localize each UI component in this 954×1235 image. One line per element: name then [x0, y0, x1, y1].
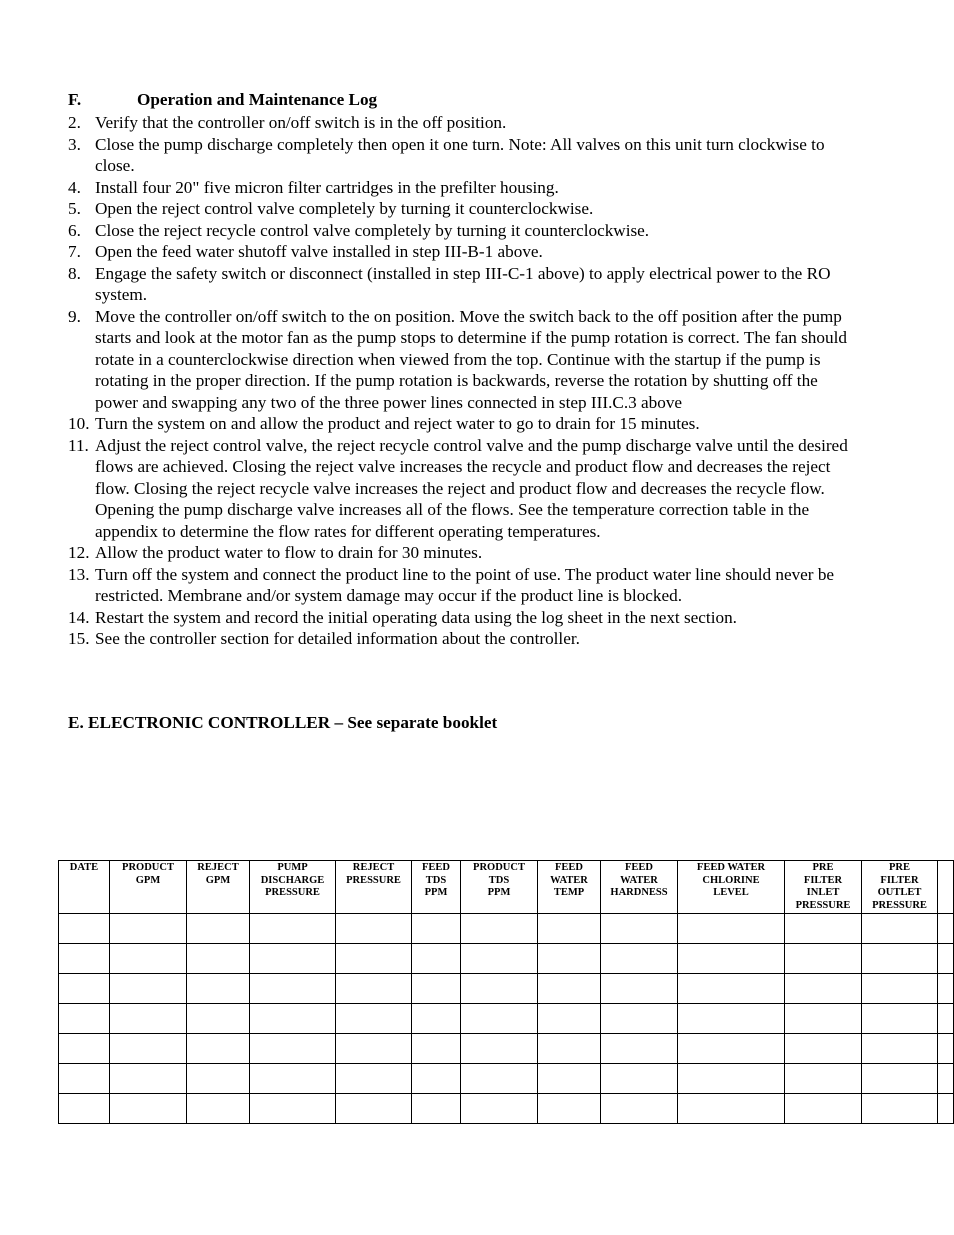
- log-entry-cell[interactable]: [785, 1004, 862, 1034]
- log-entry-cell[interactable]: [938, 914, 954, 944]
- log-entry-cell[interactable]: [59, 1034, 110, 1064]
- log-entry-cell[interactable]: [862, 1064, 938, 1094]
- log-entry-cell[interactable]: [601, 974, 678, 1004]
- log-entry-cell[interactable]: [412, 914, 461, 944]
- log-entry-cell[interactable]: [250, 1004, 336, 1034]
- list-item: [68, 241, 848, 263]
- log-entry-cell[interactable]: [678, 944, 785, 974]
- step-text: Close the reject recycle control valve completely by turning it counterclockwise.: [95, 220, 650, 240]
- operation-log-table: [58, 860, 954, 1124]
- step-number: 14.: [68, 607, 90, 627]
- step-text: Open the reject control valve completely by turning it counterclockwise.: [95, 199, 594, 218]
- log-entry-cell[interactable]: [538, 914, 601, 944]
- log-entry-cell[interactable]: [336, 1034, 412, 1064]
- log-entry-cell[interactable]: [110, 944, 187, 974]
- step-text: Restart the system and record the initial operating data using the log sheet in the next section.: [95, 607, 737, 627]
- log-entry-cell[interactable]: [785, 974, 862, 1004]
- log-entry-cell[interactable]: [862, 1034, 938, 1064]
- log-entry-cell[interactable]: [538, 1094, 601, 1124]
- list-item: [68, 263, 848, 306]
- log-entry-cell[interactable]: [678, 1004, 785, 1034]
- column-header-feed-tds-ppm: FEED TDS PPM: [412, 861, 461, 914]
- log-entry-cell[interactable]: [412, 1094, 461, 1124]
- step-text: Verify that the controller on/off switch is in the off position.: [95, 113, 507, 132]
- step-text: Turn off the system and connect the product line to the point of use. The product water line should never be restricted. Membrane and/or system damage may occur if the product line is blocked.: [95, 564, 835, 605]
- log-entry-cell[interactable]: [461, 944, 538, 974]
- step-number: 13.: [68, 564, 90, 584]
- step-number: 3.: [68, 134, 81, 154]
- log-entry-cell[interactable]: [678, 914, 785, 944]
- log-entry-cell[interactable]: [785, 944, 862, 974]
- log-entry-cell[interactable]: [336, 944, 412, 974]
- log-entry-cell[interactable]: [601, 914, 678, 944]
- column-header-feed-water-hardness: FEED WATER HARDNESS: [601, 861, 678, 914]
- log-entry-cell[interactable]: [938, 944, 954, 974]
- log-entry-cell[interactable]: [862, 974, 938, 1004]
- list-item: [68, 542, 848, 564]
- log-entry-cell[interactable]: [187, 1004, 250, 1034]
- log-entry-cell[interactable]: [412, 974, 461, 1004]
- log-entry-cell[interactable]: [412, 1034, 461, 1064]
- log-entry-cell[interactable]: [785, 914, 862, 944]
- log-entry-cell[interactable]: [678, 974, 785, 1004]
- log-entry-cell[interactable]: [538, 944, 601, 974]
- log-entry-cell[interactable]: [862, 914, 938, 944]
- log-entry-cell[interactable]: [59, 944, 110, 974]
- log-entry-cell[interactable]: [187, 914, 250, 944]
- list-item: [68, 306, 848, 414]
- log-entry-cell[interactable]: [110, 974, 187, 1004]
- list-item: [68, 435, 848, 543]
- log-entry-cell[interactable]: [250, 944, 336, 974]
- log-entry-cell[interactable]: [601, 1064, 678, 1094]
- step-text: Engage the safety switch or disconnect (installed in step III-C-1 above) to apply electrical power to the RO system.: [95, 263, 831, 304]
- log-entry-cell[interactable]: [336, 1094, 412, 1124]
- step-number: 2.: [68, 113, 81, 132]
- log-entry-cell[interactable]: [336, 1064, 412, 1094]
- log-table-body: [59, 914, 954, 1124]
- log-entry-cell[interactable]: [862, 1004, 938, 1034]
- log-entry-cell[interactable]: [785, 1034, 862, 1064]
- step-number: 12.: [68, 543, 90, 562]
- step-number: 5.: [68, 199, 81, 218]
- log-entry-cell[interactable]: [250, 1094, 336, 1124]
- log-entry-cell[interactable]: [461, 1034, 538, 1064]
- log-entry-cell[interactable]: [938, 974, 954, 1004]
- log-entry-cell[interactable]: [187, 1064, 250, 1094]
- step-text: Install four 20" five micron filter cartridges in the prefilter housing.: [95, 177, 559, 197]
- log-entry-cell[interactable]: [187, 1094, 250, 1124]
- list-item: [68, 198, 848, 220]
- column-header-pump-discharge-pressure: PUMP DISCHARGE PRESSURE: [250, 861, 336, 914]
- log-entry-cell[interactable]: [785, 1094, 862, 1124]
- list-item: [68, 628, 848, 650]
- step-text: Turn the system on and allow the product and reject water to go to drain for 15 minutes.: [95, 414, 700, 433]
- log-entry-cell[interactable]: [678, 1064, 785, 1094]
- step-text: Adjust the reject control valve, the reject recycle control valve and the pump discharge valve until the desired flows are achieved. Closing the reject valve increases the recycle and product flow and decreases the reject flow. Closing the reject recycle valve increases the reject and product flow and decreases the recycle flow. Opening the pump discharge valve increases all of the flows. See the temperature correction table in the appendix to determine the flow rates for different operating temperatures.: [95, 435, 848, 541]
- log-entry-cell[interactable]: [461, 914, 538, 944]
- log-entry-cell[interactable]: [412, 1004, 461, 1034]
- log-entry-cell[interactable]: [187, 974, 250, 1004]
- step-text: Open the feed water shutoff valve installed in step III-B-1 above.: [95, 242, 543, 261]
- log-entry-cell[interactable]: [250, 1034, 336, 1064]
- table-row: [59, 914, 954, 944]
- column-header-pre-filter-outlet-pressure: PRE FILTER OUTLET PRESSURE: [862, 861, 938, 914]
- section-f-heading: [68, 90, 377, 110]
- log-entry-cell[interactable]: [110, 1094, 187, 1124]
- procedure-steps-list: [68, 112, 848, 650]
- list-item: [68, 413, 848, 435]
- log-entry-cell[interactable]: [601, 1004, 678, 1034]
- table-row: [59, 1034, 954, 1064]
- column-header-date: DATE: [59, 861, 110, 914]
- list-item: [68, 607, 848, 629]
- log-entry-cell[interactable]: [336, 974, 412, 1004]
- log-entry-cell[interactable]: [678, 1034, 785, 1064]
- step-text: Allow the product water to flow to drain for 30 minutes.: [95, 543, 483, 562]
- log-entry-cell[interactable]: [538, 1034, 601, 1064]
- log-entry-cell[interactable]: [336, 1004, 412, 1034]
- log-entry-cell[interactable]: [538, 1004, 601, 1034]
- table-header-row: [59, 861, 954, 914]
- log-entry-cell[interactable]: [59, 1094, 110, 1124]
- log-entry-cell[interactable]: [938, 1004, 954, 1034]
- section-f-title: Operation and Maintenance Log: [137, 90, 378, 109]
- step-number: 7.: [68, 242, 81, 261]
- step-text: See the controller section for detailed information about the controller.: [95, 629, 580, 648]
- log-entry-cell[interactable]: [59, 914, 110, 944]
- step-number: 4.: [68, 177, 81, 197]
- log-entry-cell[interactable]: [938, 1064, 954, 1094]
- column-header-reject-pressure: REJECT PRESSURE: [336, 861, 412, 914]
- log-entry-cell[interactable]: [678, 1094, 785, 1124]
- log-entry-cell[interactable]: [538, 974, 601, 1004]
- step-number: 9.: [68, 306, 81, 326]
- table-row: [59, 944, 954, 974]
- column-header-product-tds-ppm: PRODUCT TDS PPM: [461, 861, 538, 914]
- step-text: Close the pump discharge completely then open it one turn. Note: All valves on this unit turn clockwise to close.: [95, 134, 825, 175]
- log-entry-cell[interactable]: [461, 1064, 538, 1094]
- log-entry-cell[interactable]: [59, 974, 110, 1004]
- log-entry-cell[interactable]: [461, 1094, 538, 1124]
- column-header-feed-water-temp: FEED WATER TEMP: [538, 861, 601, 914]
- log-entry-cell[interactable]: [110, 1034, 187, 1064]
- column-header-cut-off: [938, 861, 954, 914]
- step-number: 6.: [68, 220, 81, 240]
- log-entry-cell[interactable]: [601, 1094, 678, 1124]
- table-row: [59, 1064, 954, 1094]
- log-entry-cell[interactable]: [862, 1094, 938, 1124]
- log-entry-cell[interactable]: [187, 944, 250, 974]
- list-item: [68, 112, 848, 134]
- log-entry-cell[interactable]: [412, 1064, 461, 1094]
- log-entry-cell[interactable]: [250, 974, 336, 1004]
- table-row: [59, 1094, 954, 1124]
- column-header-reject-gpm: REJECT GPM: [187, 861, 250, 914]
- log-entry-cell[interactable]: [538, 1064, 601, 1094]
- log-entry-cell[interactable]: [187, 1034, 250, 1064]
- log-entry-cell[interactable]: [601, 944, 678, 974]
- log-entry-cell[interactable]: [110, 1004, 187, 1034]
- log-entry-cell[interactable]: [59, 1064, 110, 1094]
- log-entry-cell[interactable]: [785, 1064, 862, 1094]
- step-number: 10.: [68, 414, 90, 433]
- list-item: [68, 134, 848, 177]
- column-header-pre-filter-inlet-pressure: PRE FILTER INLET PRESSURE: [785, 861, 862, 914]
- log-entry-cell[interactable]: [938, 1034, 954, 1064]
- table-row: [59, 1004, 954, 1034]
- section-f-letter: F.: [68, 90, 82, 109]
- log-entry-cell[interactable]: [110, 1064, 187, 1094]
- log-entry-cell[interactable]: [862, 944, 938, 974]
- log-entry-cell[interactable]: [461, 1004, 538, 1034]
- table-row: [59, 974, 954, 1004]
- step-text: Move the controller on/off switch to the on position. Move the switch back to the off position after the pump starts and look at the motor fan as the pump stops to determine if the pump rotation is correct. The fan should rotate in a counterclockwise direction when viewed from the top. Continue with the startup if the pump is rotating in the proper direction. If the pump rotation is backwards, reverse the rotation by shutting off the power and swapping any two of the three power lines connected in step III.C.3 above: [95, 306, 847, 412]
- column-header-product-gpm: PRODUCT GPM: [110, 861, 187, 914]
- log-entry-cell[interactable]: [250, 914, 336, 944]
- log-entry-cell[interactable]: [601, 1034, 678, 1064]
- section-e-heading: E. ELECTRONIC CONTROLLER – See separate booklet: [68, 713, 498, 732]
- list-item: [68, 177, 848, 199]
- column-header-feed-water-chlorine-level: FEED WATER CHLORINE LEVEL: [678, 861, 785, 914]
- step-number: 8.: [68, 263, 81, 283]
- log-entry-cell[interactable]: [59, 1004, 110, 1034]
- step-number: 11.: [68, 435, 89, 455]
- list-item: [68, 564, 848, 607]
- step-number: 15.: [68, 629, 90, 648]
- log-entry-cell[interactable]: [461, 974, 538, 1004]
- list-item: [68, 220, 848, 242]
- log-entry-cell[interactable]: [110, 914, 187, 944]
- log-entry-cell[interactable]: [336, 914, 412, 944]
- log-entry-cell[interactable]: [938, 1094, 954, 1124]
- log-entry-cell[interactable]: [250, 1064, 336, 1094]
- log-entry-cell[interactable]: [412, 944, 461, 974]
